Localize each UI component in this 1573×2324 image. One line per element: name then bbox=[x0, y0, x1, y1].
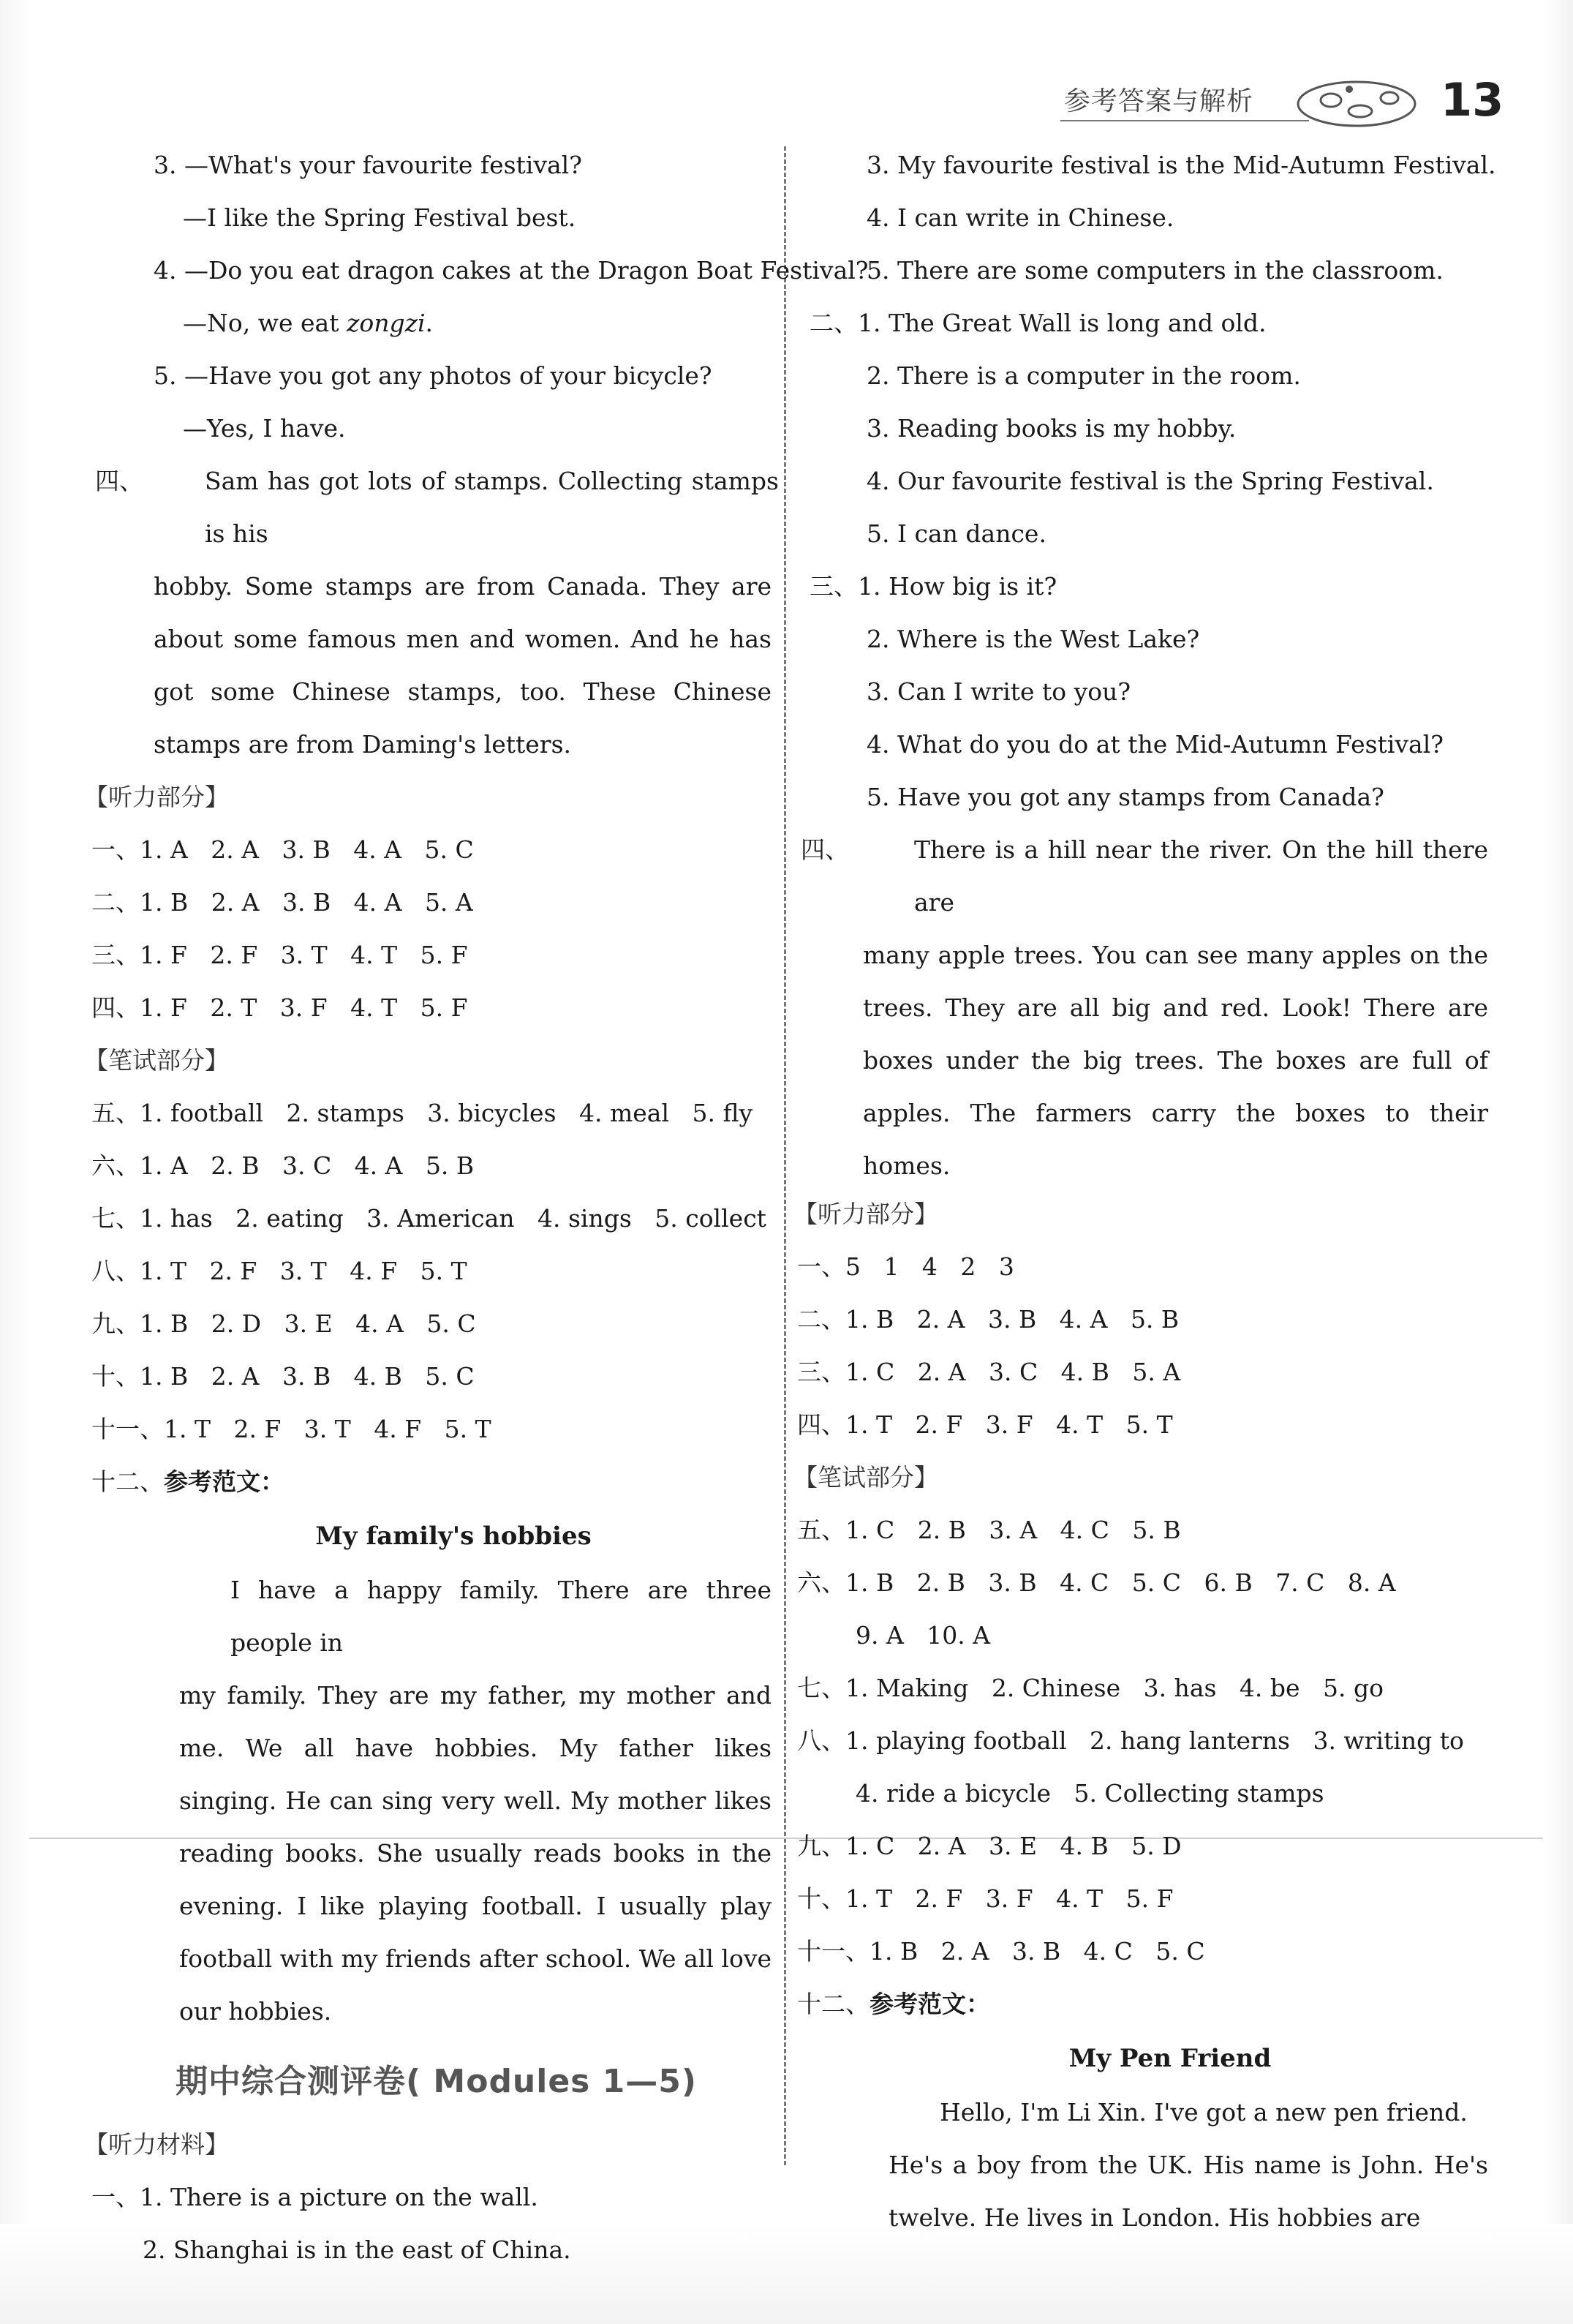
writing-5: 五、1. football 2. stamps 3. bicycles 4. meal 5. fly bbox=[91, 1099, 753, 1127]
r-sec3-5: 5. Have you got any stamps from Canada? bbox=[867, 783, 1384, 811]
r-item-3: 3. My favourite festival is the Mid-Autumn Festival. bbox=[867, 151, 1496, 179]
q5-answer: —Yes, I have. bbox=[183, 414, 346, 443]
writing-9: 九、1. B 2. D 3. E 4. A 5. C bbox=[91, 1309, 476, 1338]
q4-answer-pre: —No, we eat bbox=[183, 309, 347, 337]
writing-6: 六、1. A 2. B 3. C 4. A 5. B bbox=[91, 1151, 475, 1180]
r-listening-4: 四、1. T 2. F 3. F 4. T 5. T bbox=[797, 1410, 1173, 1439]
r-section4-passage bbox=[793, 824, 1495, 1192]
listening-3: 三、1. F 2. F 3. T 4. T 5. F bbox=[91, 941, 468, 969]
r-listening-3: 三、1. C 2. A 3. C 4. B 5. A bbox=[797, 1358, 1181, 1386]
writing-12 bbox=[84, 1456, 779, 1508]
section4-label: 四、 bbox=[95, 467, 143, 495]
header-underline bbox=[1060, 120, 1309, 121]
listening-4: 四、1. F 2. T 3. F 4. T 5. F bbox=[91, 993, 468, 1022]
r-writing-label: 【笔试部分】 bbox=[793, 1463, 938, 1492]
page-header bbox=[1046, 67, 1521, 148]
r-essay-title: My Pen Friend bbox=[1068, 2044, 1272, 2073]
writing-10: 十、1. B 2. A 3. B 4. B 5. C bbox=[91, 1362, 475, 1391]
q5-question: 5. —Have you got any photos of your bicycle? bbox=[154, 361, 712, 390]
r-section4-rest: many apple trees. You can see many apples on the trees. They are all big and red. Look! There are boxes under the big trees. The boxes are full of apples. The farmers carry the boxes to their homes. bbox=[863, 941, 1488, 1180]
q3-question: 3. —What's your favourite festival? bbox=[154, 151, 582, 179]
r-sec2-3: 3. Reading books is my hobby. bbox=[867, 414, 1237, 443]
r-sec3-2: 2. Where is the West Lake? bbox=[867, 625, 1200, 653]
r-writing-12-title: 参考范文： bbox=[870, 1990, 990, 2018]
q3-answer: —I like the Spring Festival best. bbox=[183, 203, 576, 232]
material-2: 2. Shanghai is in the east of China. bbox=[143, 2235, 571, 2264]
r-item-5: 5. There are some computers in the classroom. bbox=[867, 256, 1444, 285]
r-sec2-5: 5. I can dance. bbox=[867, 519, 1046, 548]
r-listening-label: 【听力部分】 bbox=[793, 1200, 938, 1228]
material-label: 【听力材料】 bbox=[84, 2130, 229, 2159]
writing-7: 七、1. has 2. eating 3. American 4. sings 5. collect bbox=[91, 1204, 766, 1233]
right-column bbox=[793, 139, 1495, 2244]
q4-answer-post: . bbox=[425, 309, 434, 337]
essay-body bbox=[84, 1564, 779, 2038]
essay-rest: my family. They are my father, my mother and me. We all have hobbies. My father likes singing. He can sing very well. My mother likes reading books. She usually reads books in the evening. I like playing football. I usually play football with my friends after school. We all love our hobbies. bbox=[179, 1681, 772, 2026]
r-writing-6b: 9. A 10. A bbox=[856, 1621, 991, 1650]
midterm-title: 期中综合测评卷( Modules 1—5) bbox=[176, 2063, 698, 2100]
section4-passage bbox=[84, 455, 779, 771]
writing-label: 【笔试部分】 bbox=[84, 1046, 229, 1075]
header-title: 参考答案与解析 bbox=[1064, 86, 1254, 116]
left-column bbox=[84, 139, 869, 2276]
column-divider bbox=[784, 146, 786, 2165]
material-1: 一、1. There is a picture on the wall. bbox=[91, 2183, 538, 2211]
r-sec2-4: 4. Our favourite festival is the Spring Festival. bbox=[867, 467, 1434, 495]
q4-question: 4. —Do you eat dragon cakes at the Dragon Boat Festival? bbox=[154, 256, 869, 285]
r-writing-7: 七、1. Making 2. Chinese 3. has 4. be 5. go bbox=[797, 1674, 1384, 1702]
listening-1: 一、1. A 2. A 3. B 4. A 5. C bbox=[91, 835, 474, 864]
page-number: 13 bbox=[1441, 73, 1504, 127]
r-writing-10: 十、1. T 2. F 3. F 4. T 5. F bbox=[797, 1884, 1174, 1913]
r-sec2-2: 2. There is a computer in the room. bbox=[867, 361, 1301, 390]
r-sec3-3: 3. Can I write to you? bbox=[867, 677, 1131, 706]
r-sec3-4: 4. What do you do at the Mid-Autumn Festival? bbox=[867, 730, 1444, 759]
section4-rest: hobby. Some stamps are from Canada. They are about some famous men and women. And he has got some Chinese stamps, too. These Chinese stamps are from Daming's letters. bbox=[154, 572, 772, 759]
section4-first-line: Sam has got lots of stamps. Collecting stamps is his bbox=[205, 467, 779, 548]
writing-8: 八、1. T 2. F 3. T 4. F 5. T bbox=[91, 1257, 467, 1285]
header-decoration-icon bbox=[1287, 67, 1426, 140]
r-listening-1: 一、5 1 4 2 3 bbox=[797, 1252, 1014, 1281]
r-writing-9: 九、1. C 2. A 3. E 4. B 5. D bbox=[797, 1832, 1182, 1860]
r-item-4: 4. I can write in Chinese. bbox=[867, 203, 1174, 232]
essay-title: My family's hobbies bbox=[315, 1522, 592, 1551]
listening-label: 【听力部分】 bbox=[84, 783, 229, 811]
r-writing-6: 六、1. B 2. B 3. B 4. C 5. C 6. B 7. C 8. A bbox=[797, 1568, 1396, 1597]
r-section4-first-line: There is a hill near the river. On the hill there are bbox=[914, 835, 1488, 917]
r-writing-8b: 4. ride a bicycle 5. Collecting stamps bbox=[856, 1779, 1324, 1808]
r-writing-12 bbox=[793, 1978, 1495, 2031]
essay-first-line: I have a happy family. There are three people in bbox=[230, 1576, 772, 1657]
r-essay-first-line: Hello, I'm Li Xin. I've got a new pen friend. bbox=[940, 2098, 1468, 2126]
writing-11: 十一、1. T 2. F 3. T 4. F 5. T bbox=[91, 1415, 491, 1443]
r-writing-5: 五、1. C 2. B 3. A 4. C 5. B bbox=[797, 1516, 1181, 1544]
r-essay-body bbox=[793, 2086, 1495, 2244]
q4-answer bbox=[84, 297, 779, 350]
r-writing-12-label: 十二、 bbox=[797, 1990, 870, 2018]
r-sec3-1: 三、1. How big is it? bbox=[810, 572, 1057, 601]
r-sec2-1: 二、1. The Great Wall is long and old. bbox=[810, 309, 1267, 337]
r-writing-11: 十一、1. B 2. A 3. B 4. C 5. C bbox=[797, 1937, 1205, 1966]
listening-2: 二、1. B 2. A 3. B 4. A 5. A bbox=[91, 888, 473, 917]
writing-12-title: 参考范文： bbox=[164, 1467, 284, 1496]
r-section4-label: 四、 bbox=[801, 835, 849, 864]
q4-answer-italic: zongzi bbox=[346, 309, 426, 337]
writing-12-label: 十二、 bbox=[91, 1467, 164, 1496]
r-writing-8: 八、1. playing football 2. hang lanterns 3. writing to bbox=[797, 1726, 1464, 1755]
r-listening-2: 二、1. B 2. A 3. B 4. A 5. B bbox=[797, 1305, 1180, 1334]
r-essay-rest: He's a boy from the UK. His name is John. He's twelve. He lives in London. His hobbies are bbox=[889, 2151, 1488, 2232]
